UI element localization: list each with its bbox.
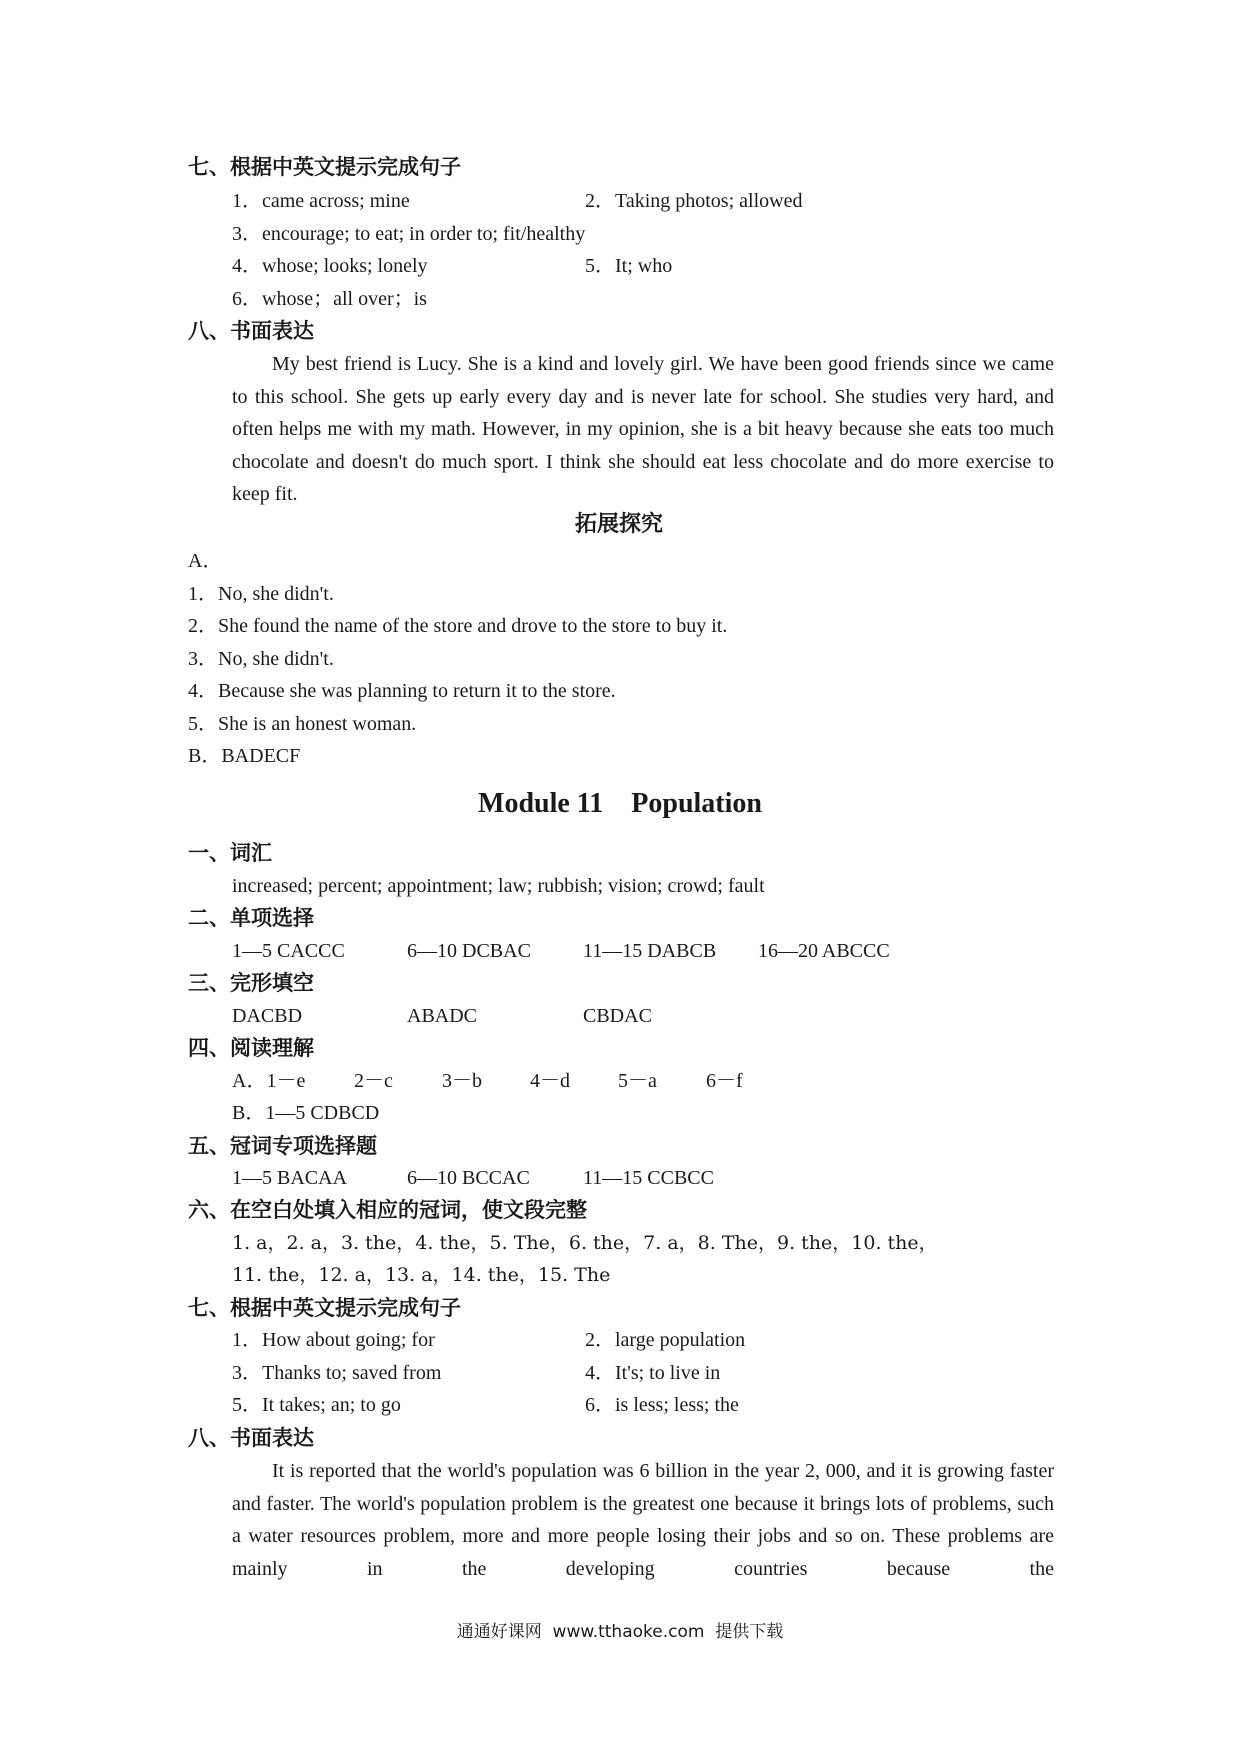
section-7-heading-m11: 七、根据中英文提示完成句子 [188,1296,461,1320]
section-6-heading: 六、在空白处填入相应的冠词，使文段完整 [188,1198,587,1222]
page-footer: 通通好课网 www.tthaoke.com 提供下载 [456,1622,784,1642]
reading-a-answer: 3－b [442,1070,482,1092]
part-a-label: A． [188,550,223,572]
answer-item: 3．encourage; to eat; in order to; fit/healthy [232,223,586,245]
answer-item: 4．whose; looks; lonely [232,255,428,277]
reading-b-answer: B．1—5 CDBCD [232,1102,380,1124]
module-title: Module 11 Population [478,788,762,819]
vocab-answers: increased; percent; appointment; law; rubbish; vision; crowd; fault [232,875,765,897]
cloze-answer: ABADC [407,1005,478,1027]
choice-answer: 11—15 DABCB [583,940,717,962]
part-b-answer: B．BADECF [188,745,301,767]
answer-item: 2．large population [585,1329,746,1351]
article-fill-line-1: 1. a，2. a，3. the，4. the，5. The，6. the，7. a，8. The，9. the，10. the， [232,1232,938,1254]
answer-item: 1．How about going; for [232,1329,435,1351]
answer-item: 5．It takes; an; to go [232,1394,401,1416]
extension-answer: 2．She found the name of the store and drove to the store to buy it. [188,615,728,637]
article-answer: 6—10 BCCAC [407,1167,530,1189]
essay-paragraph: It is reported that the world's population was 6 billion in the year 2, 000, and it is growing faster and faster. The world's population problem is the greatest one because it brings lots of problems, such a water resources problem, more and more people losing their jobs and so on. These problems are mainly in the developing countries because the [232,1460,1054,1580]
extension-answer: 3．No, she didn't. [188,648,334,670]
answer-item: 6．whose；all over；is [232,288,427,310]
section-3-heading: 三、完形填空 [188,971,314,995]
reading-a-answer: 2－c [354,1070,393,1092]
section-8-heading: 八、书面表达 [188,319,314,343]
article-answer: 1—5 BACAA [232,1167,348,1189]
answer-item: 5．It; who [585,255,673,277]
cloze-answer: CBDAC [583,1005,652,1027]
extension-title: 拓展探究 [575,512,664,537]
choice-answer: 16—20 ABCCC [758,940,890,962]
extension-answer: 4．Because she was planning to return it to the store. [188,680,616,702]
section-8-heading-m11: 八、书面表达 [188,1426,314,1450]
answer-item: 2．Taking photos; allowed [585,190,803,212]
answer-item: 4．It's; to live in [585,1362,721,1384]
section-5-heading: 五、冠词专项选择题 [188,1134,377,1158]
reading-a-answer: 5－a [618,1070,657,1092]
answer-item: 3．Thanks to; saved from [232,1362,442,1384]
reading-a-answer: A．1－e [232,1070,306,1092]
reading-a-answer: 4－d [530,1070,570,1092]
article-answer: 11—15 CCBCC [583,1167,714,1189]
reading-a-answer: 6－f [706,1070,743,1092]
section-7-heading: 七、根据中英文提示完成句子 [188,155,461,179]
extension-answer: 1．No, she didn't. [188,583,334,605]
choice-answer: 6—10 DCBAC [407,940,531,962]
choice-answer: 1—5 CACCC [232,940,345,962]
section-4-heading: 四、阅读理解 [188,1036,314,1060]
cloze-answer: DACBD [232,1005,303,1027]
answer-item: 1．came across; mine [232,190,410,212]
essay-paragraph: My best friend is Lucy. She is a kind and lovely girl. We have been good friends since we came to this school. She gets up early every day and is never late for school. She studies very hard, and often helps me with my math. However, in my opinion, she is a bit heavy because she eats too much chocolate and doesn't do much sport. I think she should eat less chocolate and do more exercise to keep fit. [232,353,1054,506]
section-2-heading: 二、单项选择 [188,906,314,930]
extension-answer: 5．She is an honest woman. [188,713,417,735]
answer-item: 6．is less; less; the [585,1394,739,1416]
article-fill-line-2: 11. the，12. a，13. a，14. the，15. The [232,1264,611,1286]
section-1-heading: 一、词汇 [188,841,272,865]
